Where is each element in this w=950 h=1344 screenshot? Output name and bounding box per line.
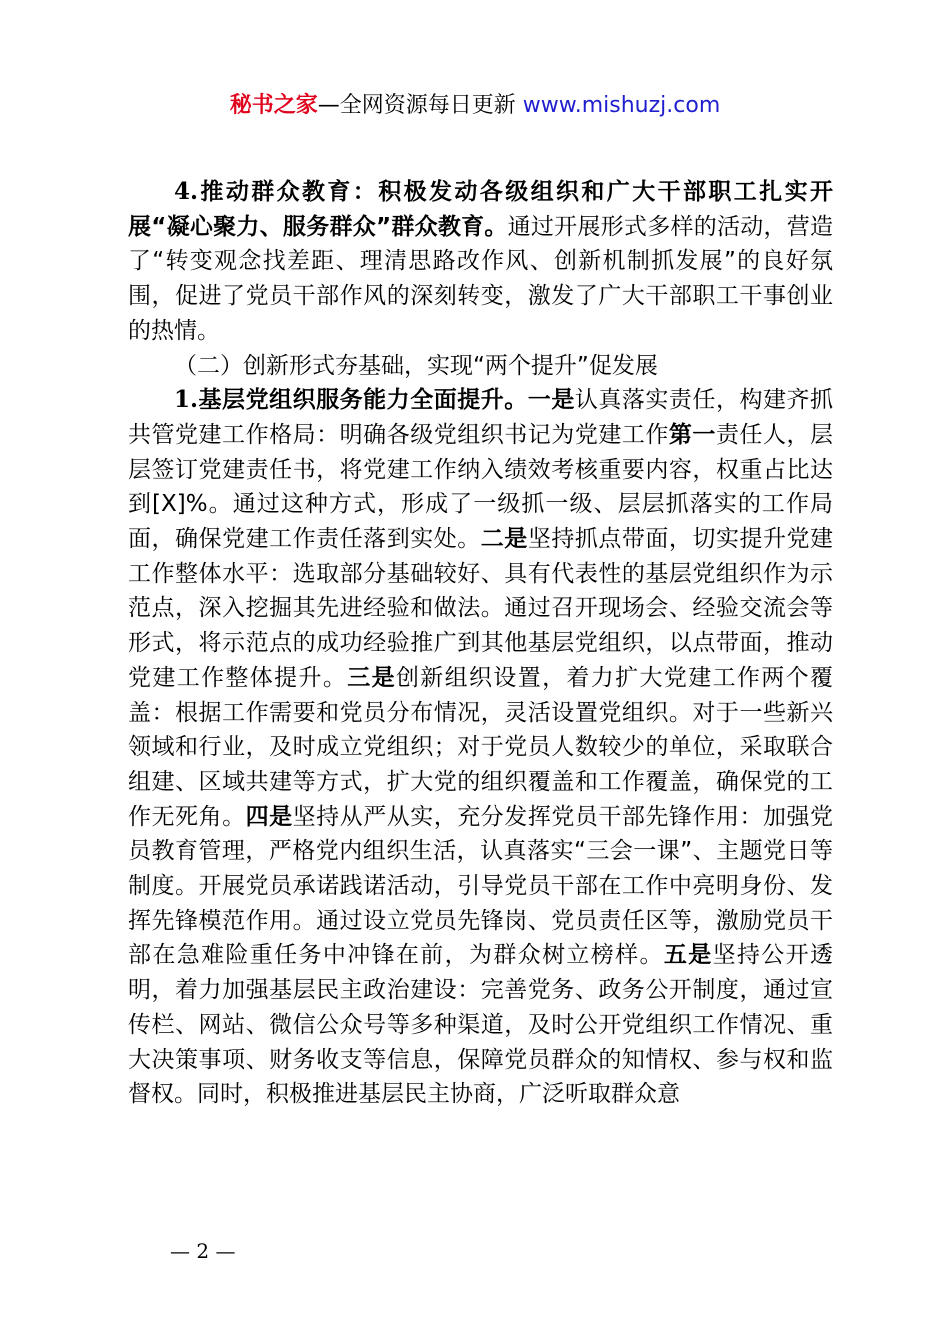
site-header (0, 86, 950, 126)
paragraph-bold-title: 基层党组织服务能力全面提升。 (198, 387, 528, 414)
document-body (128, 175, 833, 1112)
paragraph-bold-lead: 推动群众教育：积极发动各级组织和广大干部职工扎实开展“凝心聚力、服务群众”群众教育。 (128, 179, 833, 240)
point-label-4: 四是 (245, 803, 293, 830)
point-text-5: 坚持公开透明，着力加强基层民主政治建设：完善党务、政务公开制度，通过宣传栏、网站、微信公众号等多种渠道，及时公开党组织工作情况、重大决策事项、财务收支等信息，保障党员群众的知情权、参与权和监督权。同时，积极推进基层民主协商，广泛听取群众意 (128, 942, 834, 1108)
item-number: 4. (174, 178, 199, 205)
point-label-3: 三是 (347, 664, 396, 691)
point-text-1a: 认真落实责任，构建齐抓共管党建工作格局：明确各级党组织书记为党建工作 (128, 387, 834, 448)
section-heading: （二）创新形式夯基础，实现“两个提升”促发展 (174, 352, 658, 379)
paragraph-text: 通过开展形式多样的活动，营造了“转变观念找差距、理清思路改作风、创新机制抓发展”的良好氛围，促进了党员干部作风的深刻转变，激发了广大干部职工干事创业的热情。 (128, 213, 834, 344)
point-text-1b: 责任人，层层签订党建责任书，将党建工作纳入绩效考核重要内容，权重占比达到[X]%。通过这种方式，形成了一级抓一级、层层抓落实的工作局面，确保党建工作责任落到实处。 (128, 421, 834, 553)
point-label-5: 五是 (663, 942, 713, 969)
point-text-4: 坚持从严从实，充分发挥党员干部先锋作用：加强党员教育管理，严格党内组织生活，认真落实“三会一课”、主题党日等制度。开展党员承诺践诺活动，引导党员干部在工作中亮明身份、发挥先锋模范作用。通过设立党员先锋岗、党员责任区等，激励党员干部在急难险重任务中冲锋在前，为群众树立榜样。 (128, 803, 834, 969)
point-label-1: 一是 (527, 387, 575, 414)
point-text-2: 坚持抓点带面，切实提升党建工作整体水平：选取部分基础较好、具有代表性的基层党组织作为示范点，深入挖掘其先进经验和做法。通过召开现场会、经验交流会等形式，将示范点的成功经验推广到其他基层党组织，以点带面，推动党建工作整体提升。 (128, 526, 834, 691)
point-label-2: 二是 (480, 526, 528, 553)
brand-name: 秘书之家 (229, 93, 318, 118)
page-number: — 2 — (170, 1239, 236, 1263)
point-bold-mid: 第一 (668, 421, 716, 448)
header-tagline: —全网资源每日更新 (317, 93, 523, 118)
paragraph-party-service (128, 383, 833, 1112)
point-text-3: 创新组织设置，着力扩大党建工作两个覆盖：根据工作需要和党员分布情况，灵活设置党组织。对于一些新兴领域和行业，及时成立党组织；对于党员人数较少的单位，采取联合组建、区域共建等方式，扩大党的组织覆盖和工作覆盖，确保党的工作无死角。 (128, 664, 834, 830)
item-number: 1. (174, 386, 199, 414)
site-url-link[interactable]: www.mishuzj.com (522, 93, 721, 118)
paragraph-mass-education (128, 175, 833, 349)
